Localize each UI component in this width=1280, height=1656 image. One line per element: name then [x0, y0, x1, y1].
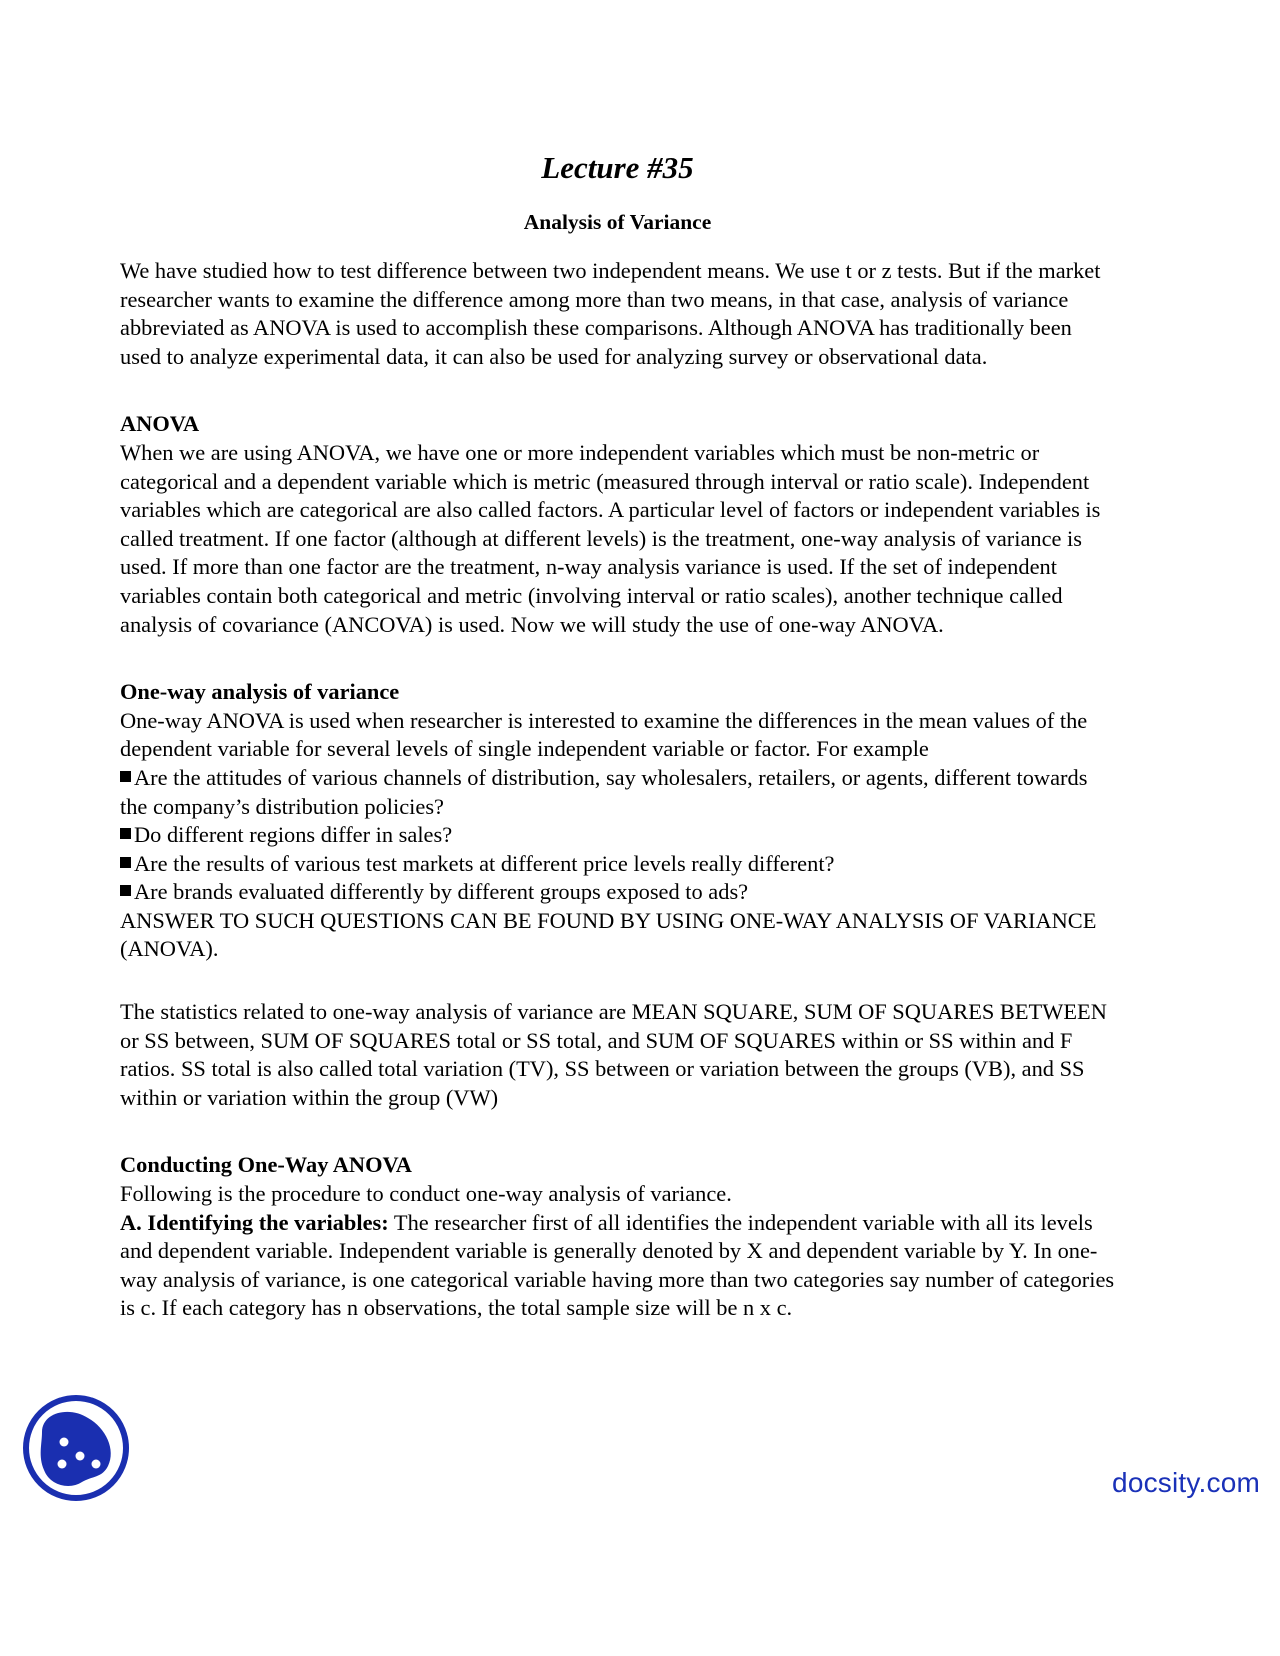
anova-heading: ANOVA: [120, 411, 200, 437]
oneway-paragraph: One-way ANOVA is used when researcher is interested to examine the differences in the mean values of the dependent variable for several levels of single independent variable or factor. For example: [120, 707, 1088, 762]
conducting-heading: Conducting One-Way ANOVA: [120, 1152, 412, 1178]
lecture-subtitle: Analysis of Variance: [523, 210, 712, 234]
square-bullet-icon: [120, 771, 131, 782]
conducting-paragraph: Following is the procedure to conduct one-way analysis of variance.: [120, 1181, 732, 1207]
intro-paragraph: We have studied how to test difference between two independent means. We use t or z tests. But if the market researcher wants to examine the difference among more than two means, in that case, analysis of variance abbreviated as ANOVA is used to accomplish these comparisons. Although ANOVA has traditionally been used to analyze experimental data, it can also be used for analyzing survey or observational data.: [120, 258, 1101, 369]
bullet-text: Are the attitudes of various channels of distribution, say wholesalers, retailers, or agents, different towards the company’s distribution policies?: [120, 764, 1088, 819]
step-a-paragraph: [120, 1209, 1115, 1323]
step-a-label: A. Identifying the variables:: [120, 1209, 389, 1235]
answer-paragraph: ANSWER TO SUCH QUESTIONS CAN BE FOUND BY USING ONE-WAY ANALYSIS OF VARIANCE (ANOVA).: [120, 907, 1097, 962]
bullet-text: Are the results of various test markets at different price levels really different?: [134, 850, 835, 876]
bullet-item: [120, 821, 1115, 850]
square-bullet-icon: [120, 828, 131, 839]
anova-paragraph: When we are using ANOVA, we have one or more independent variables which must be non-metric or categorical and a dependent variable which is metric (measured through interval or ratio scale). Independent variables which are categorical are also called factors. A particular level of factors or independent variables is called treatment. If one factor (although at different levels) is the treatment, one-way analysis of variance is used. If more than one factor are the treatment, n-way analysis variance is used. If the set of independent variables contain both categorical and metric (involving interval or ratio scales), another technique called analysis of covariance (ANCOVA) is used. Now we will study the use of one-way ANOVA.: [120, 439, 1101, 637]
bullet-text: Are brands evaluated differently by different groups exposed to ads?: [134, 879, 749, 905]
square-bullet-icon: [120, 885, 131, 896]
statistics-paragraph: The statistics related to one-way analysis of variance are MEAN SQUARE, SUM OF SQUARES BETWEEN or SS between, SUM OF SQUARES total or SS total, and SUM OF SQUARES within or SS within and F ratios. SS total is also called total variation (TV), SS between or variation between the groups (VB), and SS within or variation within the group (VW): [120, 999, 1107, 1110]
bullet-item: [120, 764, 1115, 821]
document-page: [120, 148, 1115, 1323]
lecture-title: Lecture #35: [541, 150, 694, 185]
square-bullet-icon: [120, 857, 131, 868]
bullet-item: [120, 850, 1115, 879]
bullet-text: Do different regions differ in sales?: [134, 822, 453, 848]
bullet-item: [120, 878, 1115, 907]
docsity-logo-icon[interactable]: [20, 1392, 132, 1504]
docsity-brand-link[interactable]: docsity.com: [1112, 1467, 1260, 1498]
oneway-heading: One-way analysis of variance: [120, 679, 400, 705]
step-a-text: The researcher first of all identifies the independent variable with all its levels and dependent variable. Independent variable is generally denoted by X and dependent variable by Y. In one-way analysis of variance, is one categorical variable having more than two categories say number of categories is c. If each category has n observations, the total sample size will be n x c.: [120, 1209, 1115, 1321]
